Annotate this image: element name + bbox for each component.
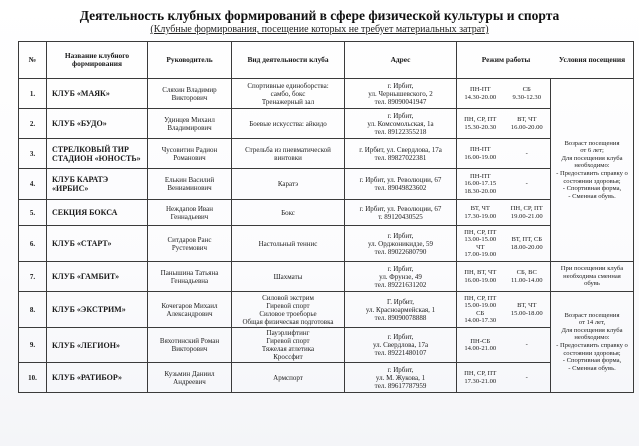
cell-line: Владимирович <box>167 123 212 132</box>
cell-line: от 14 лет, <box>578 319 606 327</box>
cell-line: 18.00-20.00 <box>510 243 543 251</box>
cell-line: обувь <box>584 280 600 288</box>
conditions-group-2 <box>551 262 634 292</box>
cell-line: - Сменная обувь. <box>568 364 616 372</box>
cell-line: Гиревой спорт <box>266 301 310 310</box>
cell-line: Романович <box>173 153 206 162</box>
schedule <box>457 262 551 292</box>
row-number: 8. <box>19 292 47 328</box>
cell-line: Сляхин Владимир <box>162 85 217 94</box>
address <box>345 328 457 363</box>
cell-line: Удинцев Михаил <box>164 115 215 124</box>
row-number: 4. <box>19 169 47 200</box>
schedule <box>457 363 551 393</box>
cell-line: тел. 89122355218 <box>374 127 427 136</box>
cell-line: состоянии здоровья; <box>563 177 621 185</box>
header-club-name: Название клубного формирования <box>47 42 148 79</box>
schedule-primary <box>457 229 504 259</box>
cell-line: г. Ирбит, ул. Революции, 67 <box>359 176 442 184</box>
table-row <box>19 79 634 109</box>
cell-line: т. 89120430525 <box>378 212 423 221</box>
row-number: 1. <box>19 79 47 109</box>
cell-line: 9.30-12.30 <box>512 93 542 101</box>
cell-line: - Предоставить справку о <box>556 342 628 349</box>
cell-line: г. Ирбит, <box>387 81 414 90</box>
cell-line: г. Ирбит, <box>387 333 414 341</box>
cell-line: Шахматы <box>273 272 303 281</box>
club-name: КЛУБ «СТАРТ» <box>47 226 148 262</box>
activity-type <box>232 328 345 363</box>
header-leader: Руководитель <box>148 42 232 79</box>
cell-line: Викторович <box>171 345 208 353</box>
cell-line: Тренажерный зал <box>261 97 315 106</box>
cell-line: ПН, СР, ПТ <box>510 205 543 213</box>
cell-line: Рустемович <box>171 243 208 252</box>
cell-line: 15.00-18.00 <box>510 309 543 317</box>
cell-line: Кочегаров Михаил <box>161 301 218 310</box>
cell-line: тел. 89221480107 <box>374 349 427 357</box>
cell-line: Пауэрлифтинг <box>266 329 310 337</box>
leader-name <box>148 363 232 393</box>
cell-line: необходима сменная <box>563 272 621 280</box>
cell-line: ПН, СР, ПТ <box>464 116 497 124</box>
cell-line: ЧТ <box>476 243 485 251</box>
schedule-primary <box>457 338 504 353</box>
schedule <box>457 139 551 169</box>
address <box>345 226 457 262</box>
activity-type <box>232 363 345 393</box>
cell-line: 11.00-14.00 <box>510 276 543 284</box>
cell-line: Каратэ <box>277 180 299 188</box>
cell-line: г. Ирбит, <box>387 264 414 273</box>
schedule <box>457 109 551 139</box>
cell-line: Вениаминович <box>167 184 212 192</box>
address <box>345 169 457 200</box>
cell-line: Неждапов Иван <box>166 204 213 213</box>
cell-line: самбо, бокс <box>270 89 306 98</box>
activity-type <box>232 226 345 262</box>
cell-line: 16.00-17.15 <box>464 180 497 188</box>
cell-line: СБ, ВС <box>516 269 537 277</box>
address <box>345 292 457 328</box>
cell-line: 19.00-21.00 <box>510 212 543 220</box>
schedule-secondary <box>504 236 551 251</box>
cell-line: Возраст посещения <box>564 311 620 319</box>
cell-line: 13.00-15.00 <box>464 236 497 244</box>
activity-type <box>232 169 345 200</box>
cell-line: - Спортивная форма, <box>562 357 622 365</box>
schedule <box>457 226 551 262</box>
cell-line: Гиревой спорт <box>266 337 310 345</box>
cell-line: Панышина Татьяна <box>160 268 219 277</box>
schedule-primary <box>457 173 504 195</box>
schedule <box>457 200 551 226</box>
table-row <box>19 109 634 139</box>
header-schedule-and-conditions <box>457 42 634 79</box>
cell-line: Для посещения клуба <box>561 326 623 334</box>
cell-line: ВТ, ЧТ <box>517 116 537 124</box>
schedule <box>457 328 551 363</box>
address <box>345 363 457 393</box>
club-name: КЛУБ «ГАМБИТ» <box>47 262 148 292</box>
leader-name <box>148 262 232 292</box>
cell-line: 15.30-20.30 <box>464 123 497 131</box>
cell-line: Г. Ирбит, <box>387 297 414 306</box>
cell-line: - Предоставить справку о <box>556 170 628 177</box>
header-address: Адрес <box>345 42 457 79</box>
schedule-primary <box>457 269 504 284</box>
cell-line: 14.00-17.30 <box>464 316 497 324</box>
cell-line: Для посещения клуба <box>561 154 623 162</box>
cell-line: Чусовитин Радион <box>161 145 218 154</box>
cell-line: ул. Свердлова, 17а <box>372 341 429 349</box>
table-row <box>19 169 634 200</box>
activity-type <box>232 79 345 109</box>
address <box>345 200 457 226</box>
cell-line: Бокс <box>281 208 295 217</box>
cell-line: Стрельба из пневматической <box>245 145 331 154</box>
cell-line: Кроссфит <box>273 353 303 361</box>
cell-line: от 6 лет; <box>580 147 604 155</box>
cell-line: ул. Орджоникидзе, 59 <box>367 239 434 248</box>
page-subtitle: (Клубные формирования, посещение которых не требует материальных затрат) <box>150 24 489 35</box>
cell-line: 15.00-19.00 <box>464 302 497 310</box>
cell-line: 16.00-19.00 <box>464 153 497 161</box>
leader-name <box>148 292 232 328</box>
cell-line: ПН, СР, ПТ <box>464 228 497 236</box>
cell-line: СБ <box>476 309 485 317</box>
table-row <box>19 328 634 363</box>
schedule-primary <box>457 205 504 220</box>
cell-line: 16.00-20.00 <box>510 123 543 131</box>
header-schedule: Режим работы <box>481 55 531 64</box>
cell-line: ВТ, ЧТ <box>517 302 537 310</box>
cell-line: ВТ, ЧТ <box>470 205 490 213</box>
cell-line: тел. 89617787959 <box>374 381 427 390</box>
table-row <box>19 363 634 393</box>
address <box>345 109 457 139</box>
cell-line: ПН, СР, ПТ <box>464 294 497 302</box>
header-activity: Вид деятельности клуба <box>232 42 345 79</box>
cell-line: ПН-ПТ <box>469 172 491 180</box>
page-title: Деятельность клубных формирований в сфере физической культуры и спорта <box>79 8 560 23</box>
cell-line: Настольный теннис <box>258 239 318 248</box>
cell-line: ул. Красноармейская, 1 <box>365 305 436 314</box>
row-number: 2. <box>19 109 47 139</box>
activity-type <box>232 109 345 139</box>
cell-line: г. Ирбит, <box>387 111 414 120</box>
club-name: КЛУБ «БУДО» <box>47 109 148 139</box>
cell-line: Александрович <box>166 309 213 318</box>
cell-line: необходимо: <box>574 334 610 342</box>
activity-type <box>232 139 345 169</box>
cell-line: 14.00-21.00 <box>464 345 497 352</box>
schedule-secondary <box>504 205 551 220</box>
row-number: 6. <box>19 226 47 262</box>
table-header-row <box>19 42 634 79</box>
cell-line: Силовое троеборье <box>259 309 317 318</box>
club-name: КЛУБ КАРАТЭ «ИРБИС» <box>47 169 148 200</box>
cell-line: СБ <box>522 86 531 94</box>
cell-line: - Спортивная форма, <box>562 185 622 193</box>
leader-name <box>148 79 232 109</box>
cell-line: Спортивные единоборства: <box>247 81 329 90</box>
header-conditions: Условия посещения <box>558 55 626 64</box>
cell-line: г. Ирбит, <box>387 365 414 374</box>
leader-name <box>148 109 232 139</box>
cell-line: винтовки <box>274 153 302 162</box>
cell-line: Силовой экстрим <box>262 293 314 302</box>
row-number: 7. <box>19 262 47 292</box>
cell-line: тел. 89022680790 <box>374 247 427 256</box>
cell-line: ул. М. Жукова, 1 <box>375 373 426 382</box>
cell-line: г. Ирбит, ул. Свердлова, 17а <box>359 145 442 154</box>
schedule-secondary <box>504 116 551 131</box>
cell-line: Геннадьевна <box>170 276 209 285</box>
conditions-group-3 <box>551 292 634 393</box>
club-name: КЛУБ «РАТИБОР» <box>47 363 148 393</box>
cell-line: 17.30-19.00 <box>464 212 497 220</box>
cell-line: г. Ирбит, <box>387 231 414 240</box>
cell-line: Ситдаров Ранс <box>167 235 212 244</box>
cell-line: - <box>525 373 528 381</box>
header-number: № <box>19 42 47 79</box>
cell-line: Кузьмин Даниил <box>164 369 215 378</box>
schedule-secondary <box>504 341 551 348</box>
club-name: КЛУБ «ЛЕГИОН» <box>47 328 148 363</box>
cell-line: тел. 89049823602 <box>374 184 427 192</box>
cell-line: необходимо: <box>574 162 610 170</box>
activity-type <box>232 262 345 292</box>
address <box>345 79 457 109</box>
table-row <box>19 292 634 328</box>
cell-line: ПН, ВТ, ЧТ <box>464 269 497 277</box>
table-row <box>19 139 634 169</box>
row-number: 10. <box>19 363 47 393</box>
schedule <box>457 292 551 328</box>
cell-line: 16.00-19.00 <box>464 276 497 284</box>
club-name: КЛУБ «ЭКСТРИМ» <box>47 292 148 328</box>
club-name: СЕКЦИЯ БОКСА <box>47 200 148 226</box>
cell-line: Викторович <box>171 93 208 102</box>
cell-line: тел. 89090078888 <box>374 313 427 322</box>
clubs-table <box>18 41 634 393</box>
row-number: 9. <box>19 328 47 363</box>
schedule <box>457 169 551 200</box>
schedule-secondary <box>504 269 551 284</box>
cell-line: ул. Фрунзе, 49 <box>379 272 422 281</box>
schedule <box>457 79 551 109</box>
cell-line: Андреевич <box>173 377 206 386</box>
activity-type <box>232 200 345 226</box>
activity-type <box>232 292 345 328</box>
schedule-primary <box>457 146 504 161</box>
cell-line: Возраст посещения <box>564 139 620 147</box>
cell-line: г. Ирбит, ул. Революции, 67 <box>359 204 442 213</box>
leader-name <box>148 200 232 226</box>
cell-line: Тяжелая атлетика <box>261 345 315 353</box>
schedule-secondary <box>504 302 551 317</box>
cell-line: Общая физическая подготовка <box>242 317 334 326</box>
leader-name <box>148 328 232 363</box>
schedule-secondary <box>504 374 551 381</box>
cell-line: 18.30-20.00 <box>464 187 497 195</box>
table-row <box>19 200 634 226</box>
cell-line: ПН-СБ <box>470 337 491 345</box>
row-number: 5. <box>19 200 47 226</box>
table-body <box>19 79 634 393</box>
cell-line: Армспорт <box>273 373 303 382</box>
cell-line: Елькин Василий <box>164 176 215 184</box>
leader-name <box>148 169 232 200</box>
cell-line: - Сменная обувь. <box>568 192 616 200</box>
cell-line: ул. Комсомольская, 1а <box>367 119 434 128</box>
cell-line: При посещении клуба <box>560 265 624 273</box>
schedule-secondary <box>504 150 551 157</box>
club-name: СТРЕЛКОВЫЙ ТИР СТАДИОН «ЮНОСТЬ» <box>47 139 148 169</box>
club-name: КЛУБ «МАЯК» <box>47 79 148 109</box>
row-number: 3. <box>19 139 47 169</box>
table-row <box>19 226 634 262</box>
cell-line: Вяхотинский Роман <box>159 337 220 345</box>
cell-line: ПН-ПТ <box>469 86 491 94</box>
cell-line: тел. 89090041947 <box>374 97 427 106</box>
cell-line: 17.00-19.00 <box>464 250 497 258</box>
cell-line: 17.30-21.00 <box>464 377 497 385</box>
address <box>345 139 457 169</box>
cell-line: - <box>525 341 528 349</box>
cell-line: тел. 89827022381 <box>374 153 427 162</box>
cell-line: - <box>525 149 528 157</box>
cell-line: Геннадьевич <box>170 212 209 221</box>
leader-name <box>148 226 232 262</box>
cell-line: Боевые искусства: айкидо <box>249 119 327 128</box>
schedule-secondary <box>504 180 551 187</box>
cell-line: ПН-ПТ <box>469 146 491 154</box>
schedule-primary <box>457 86 504 101</box>
conditions-group-1 <box>551 79 634 262</box>
schedule-primary <box>457 116 504 131</box>
schedule-primary <box>457 295 504 325</box>
cell-line: тел. 89221631202 <box>374 280 427 289</box>
schedule-secondary <box>504 86 551 101</box>
leader-name <box>148 139 232 169</box>
cell-line: - <box>525 180 528 188</box>
cell-line: ПН, СР, ПТ <box>464 370 497 378</box>
address <box>345 262 457 292</box>
cell-line: ВТ, ПТ, СБ <box>511 236 543 244</box>
cell-line: ул. Чернышевского, 2 <box>368 89 433 98</box>
schedule-primary <box>457 370 504 385</box>
table-row <box>19 262 634 292</box>
cell-line: состоянии здоровья; <box>563 349 621 357</box>
cell-line: 14.30-20.00 <box>464 93 497 101</box>
